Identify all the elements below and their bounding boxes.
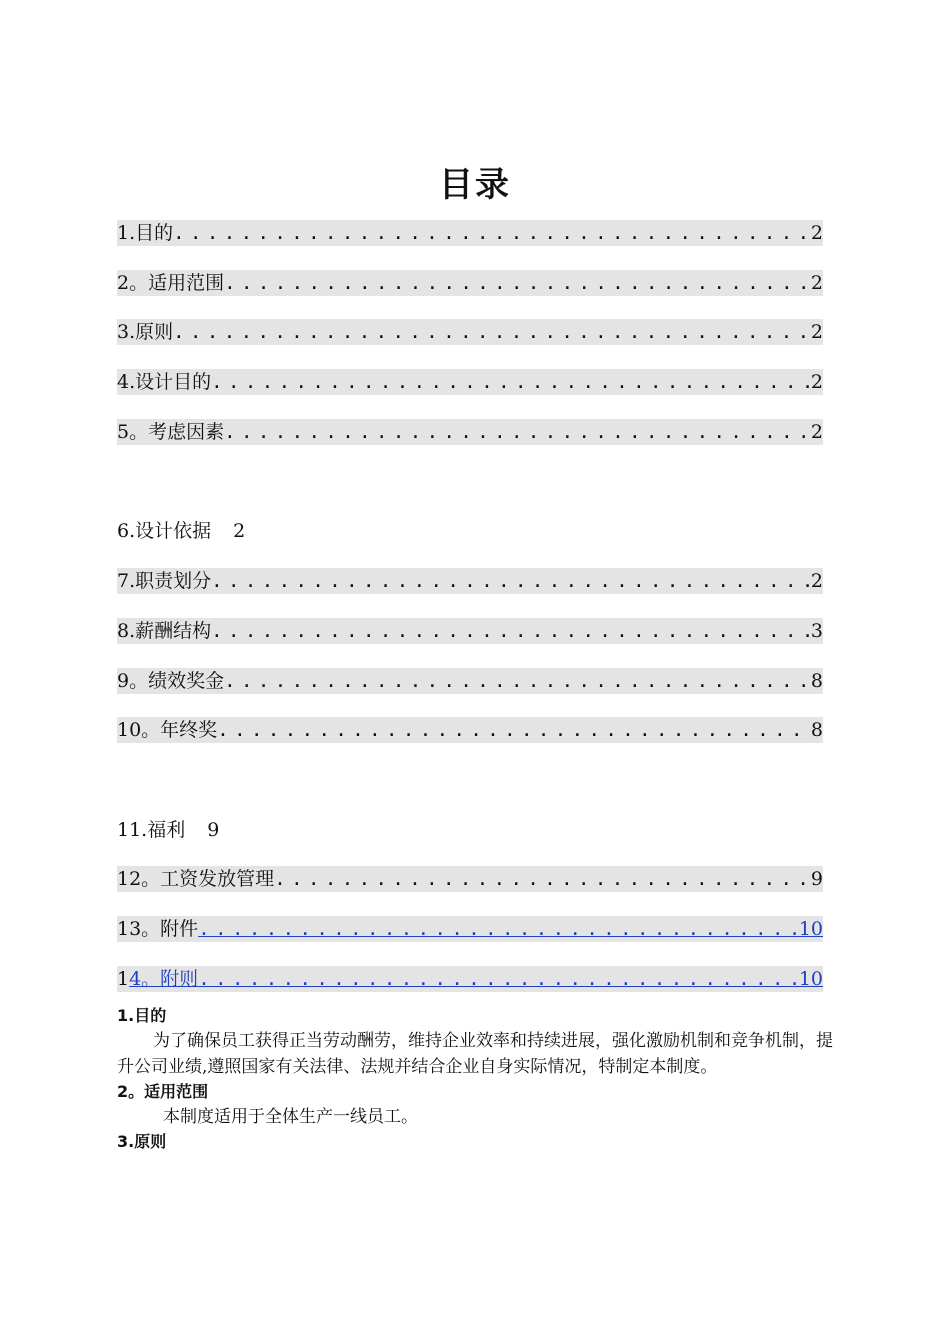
dot-leader [224, 419, 811, 445]
dot-leader [198, 966, 799, 992]
toc-entry[interactable]: 12。工资发放管理 . . . 9 [117, 866, 823, 892]
section-heading: 1.目的 [117, 1006, 167, 1025]
dot-leader [173, 319, 811, 345]
toc-entry-link[interactable]: 13。附件 . . . 10 [117, 916, 823, 942]
toc-entry[interactable]: 9。绩效奖金 . . . 8 [117, 668, 823, 694]
dot-leader [211, 618, 811, 644]
dot-leader [217, 717, 811, 743]
toc-entry[interactable]: 8.薪酬结构 . . . 3 [117, 618, 823, 644]
toc-entry[interactable]: 1.目的 . . . 2 [117, 220, 823, 246]
toc-entry[interactable]: 10。年终奖 . . . 8 [117, 717, 823, 743]
dot-leader [274, 866, 811, 892]
dot-leader [211, 568, 811, 594]
toc-entry[interactable]: 6.设计依据 2 [117, 520, 246, 542]
toc-entry[interactable]: 2。适用范围 . . . 2 [117, 270, 823, 296]
dot-leader [198, 916, 799, 942]
section-paragraph: 本制度适用于全体生产一线员工。 [163, 1107, 418, 1127]
section-heading: 3.原则 [117, 1132, 167, 1151]
dot-leader [173, 220, 811, 246]
dot-leader [211, 369, 811, 395]
dot-leader [224, 270, 811, 296]
toc-entry-link[interactable]: 14。附则 . . . 10 [117, 966, 823, 992]
toc-entry[interactable]: 7.职责划分 . . . 2 [117, 568, 823, 594]
document-body [117, 1004, 837, 1154]
section-heading: 2。适用范围 [117, 1082, 209, 1101]
toc-entry[interactable]: 11.福利 9 [117, 819, 220, 841]
toc-title: 目录 [439, 165, 511, 205]
section-paragraph: 为了确保员工获得正当劳动酬劳，维持企业效率和持续进展，强化激励机制和竞争机制，提升公司业绩,遵照国家有关法律、法规并结合企业自身实际情况，特制定本制度。 [117, 1031, 833, 1077]
toc-entry[interactable]: 5。考虑因素 . . . 2 [117, 419, 823, 445]
toc-entry[interactable]: 3.原则 . . . 2 [117, 319, 823, 345]
dot-leader [224, 668, 811, 694]
toc-entry[interactable]: 4.设计目的 . . . 2 [117, 369, 823, 395]
